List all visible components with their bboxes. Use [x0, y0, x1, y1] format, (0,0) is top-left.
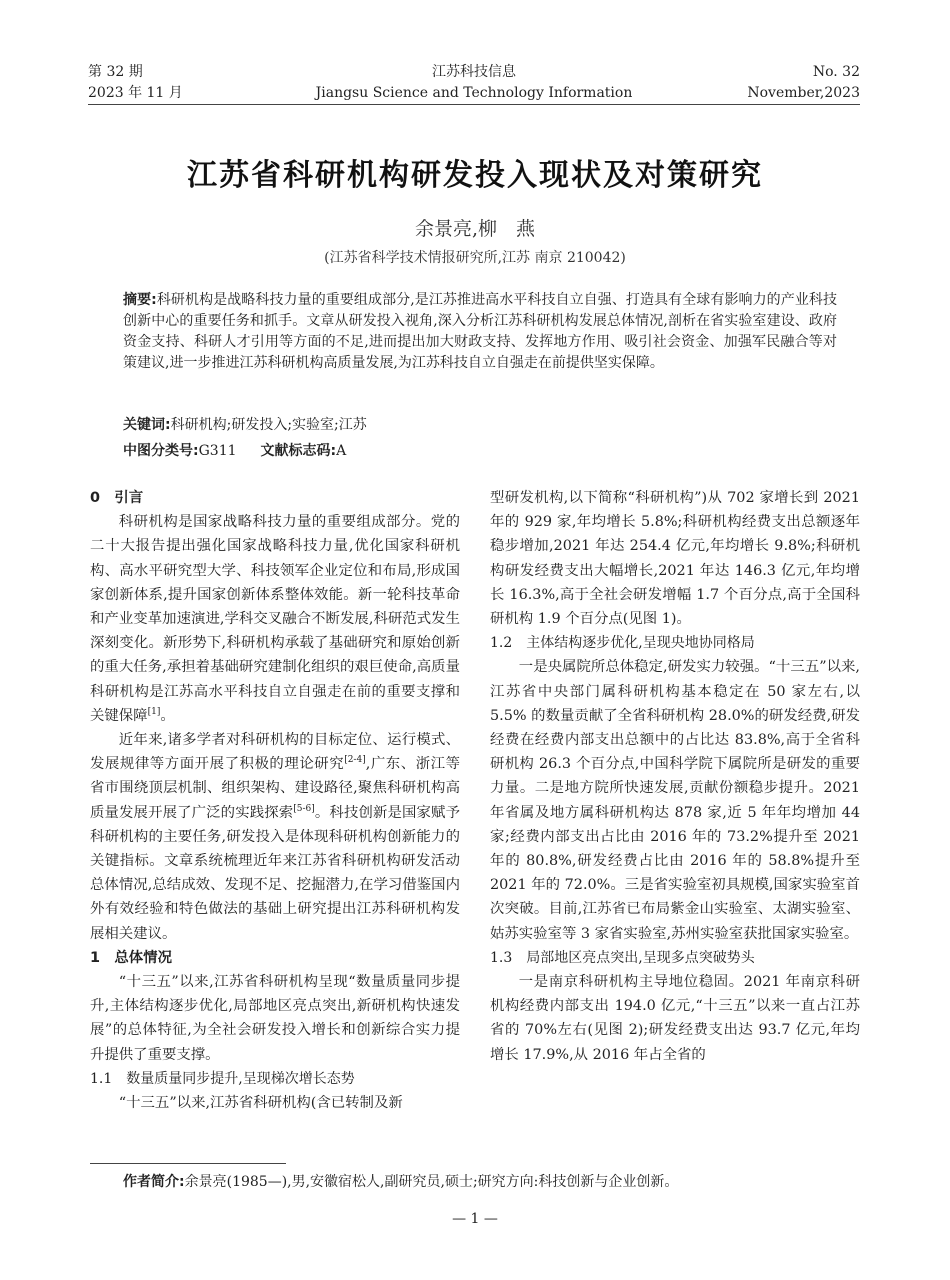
- doc-code-label: 文献标志码:: [260, 443, 337, 459]
- keywords-text: 科研机构;研发投入;实验室;江苏: [170, 417, 367, 433]
- citation: [1]: [147, 707, 161, 718]
- doc-code-value: A: [336, 443, 347, 459]
- paragraph: 科研机构是国家战略科技力量的重要组成部分。党的二十大报告提出强化国家战略科技力量,优化国家科研机构、高水平研究型大学、科技领军企业定位和布局,形成国家创新体系,提升国家创新体系整体效能。新一轮科技革命和产业变革加速演进,学科交叉融合不断发展,科研范式发生深刻变化。新形势下,科研机构承载了基础研究和原始创新的重大任务,承担着基础研究建制化组织的艰巨使命,高质量科研机构是江苏高水平科技自立自强走在前的重要支撑和关键保障[1]。: [90, 514, 460, 724]
- header-right: [747, 62, 860, 104]
- paragraph: “十三五”以来,江苏省科研机构(含已转制及新: [118, 1095, 403, 1112]
- subsection-heading: 1.3 局部地区亮点突出,呈现多点突破势头: [490, 949, 755, 966]
- citation: [5-6]: [293, 803, 315, 814]
- article-affiliation: (江苏省科学技术情报研究所,江苏 南京 210042): [324, 250, 626, 266]
- journal-en: Jiangsu Science and Technology Information: [315, 85, 633, 101]
- paragraph: 型研发机构,以下简称“科研机构”)从 702 家增长到 2021 年的 929 家,年均增长 5.8%;科研机构经费支出总额逐年稳步增加,2021 年达 254.4 亿元,年均增长 9.8%;科研机构研发经费支出大幅增长,2021 年达 146.3 亿元,年均增长 16.3%,高于全社会研发增幅 1.7 个百分点,高于全国科研机构 1.9 个百分点(见图 1)。: [490, 490, 860, 628]
- paragraph: “十三五”以来,江苏省科研机构呈现“数量质量同步提升,主体结构逐步优化,局部地区亮点突出,新研机构快速发展”的总体特征,为全社会研发投入增长和创新综合实力提升提供了重要支撑。: [90, 974, 460, 1063]
- paragraph: 一是央属院所总体稳定,研发实力较强。“十三五”以来,江苏省中央部门属科研机构基本稳定在 50 家左右,以 5.5% 的数量贡献了全省科研机构 28.0%的研发经费,研发经费在经费内部支出总额中的占比达 83.8%,高于全省科研机构 26.3 个百分点,中国科学院下属院所是研发的重要力量。二是地方院所快速发展,贡献份额稳步提升。2021 年省属及地方属科研机构达 878 家,近 5 年年均增加 44 家;经费内部支出占比由 2016 年的 73.2%提升至 2021 年的 80.8%,研发经费占比由 2016 年的 58.8%提升至 2021 年的 72.0%。三是省实验室初具规模,国家实验室首次突破。目前,江苏省已布局紫金山实验室、太湖实验室、姑苏实验室等 3 家省实验室,苏州实验室获批国家实验室。: [490, 659, 860, 942]
- date-en: November,2023: [747, 85, 860, 101]
- article-title: 江苏省科研机构研发投入现状及对策研究: [187, 158, 763, 193]
- footnote-rule: [90, 1163, 286, 1164]
- paragraph: 近年来,诸多学者对科研机构的目标定位、运行模式、发展规律等方面开展了积极的理论研究[2-4],广东、浙江等省市围绕顶层机制、组织架构、建设路径,聚焦科研机构高质量发展开展了广泛的实践探索[5-6]。科技创新是国家赋予科研机构的主要任务,研发投入是体现科研机构创新能力的关键指标。文章系统梳理近年来江苏省科研机构研发活动总体情况,总结成效、发现不足、挖掘潜力,在学习借鉴国内外有效经验和特色做法的基础上研究提出江苏科研机构发展相关建议。: [90, 732, 460, 942]
- page-number: — 1 —: [452, 1211, 498, 1227]
- subsection-heading: 1.2 主体结构逐步优化,呈现央地协同格局: [490, 635, 755, 652]
- article-authors: 余景亮,柳 燕: [414, 218, 536, 240]
- author-footnote: [123, 1172, 678, 1192]
- section-heading: 0 引言: [90, 490, 144, 506]
- date-cn: 2023 年 11 月: [88, 85, 183, 101]
- footnote-text: 余景亮(1985—),男,安徽宿松人,副研究员,硕士;研究方向:科技创新与企业创新。: [184, 1174, 679, 1190]
- classification: [123, 441, 346, 462]
- issue-en: No. 32: [812, 64, 860, 80]
- journal-cn: 江苏科技信息: [432, 64, 516, 80]
- left-column: [90, 486, 460, 1115]
- clc-value: G311: [198, 443, 237, 459]
- abstract-label: 摘要:: [123, 292, 157, 308]
- keywords-label: 关键词:: [123, 417, 171, 433]
- right-column: [490, 486, 860, 1067]
- running-header: [88, 58, 860, 105]
- issue-cn: 第 32 期: [88, 64, 143, 80]
- abstract: [123, 290, 837, 374]
- abstract-text: 科研机构是战略科技力量的重要组成部分,是江苏推进高水平科技自立自强、打造具有全球有影响力的产业科技创新中心的重要任务和抓手。文章从研发投入视角,深入分析江苏科研机构发展总体情况,剖析在省实验室建设、政府资金支持、科研人才引用等方面的不足,进而提出加大财政支持、发挥地方作用、吸引社会资金、加强军民融合等对策建议,进一步推进江苏科研机构高质量发展,为江苏科技自立自强走在前提供坚实保障。: [123, 292, 837, 371]
- section-heading: 1 总体情况: [90, 949, 172, 966]
- keywords: [123, 415, 367, 436]
- clc-label: 中图分类号:: [123, 443, 199, 459]
- header-center: [88, 62, 860, 104]
- subsection-heading: 1.1 数量质量同步提升,呈现梯次增长态势: [90, 1070, 355, 1087]
- citation: [2-4]: [344, 755, 366, 766]
- paragraph: 一是南京科研机构主导地位稳固。2021 年南京科研机构经费内部支出 194.0 亿元,“十三五”以来一直占江苏省的 70%左右(见图 2);研发经费支出达 93.7 亿元,年均增长 17.9%,从 2016 年占全省的: [490, 974, 860, 1063]
- footnote-label: 作者简介:: [123, 1174, 185, 1190]
